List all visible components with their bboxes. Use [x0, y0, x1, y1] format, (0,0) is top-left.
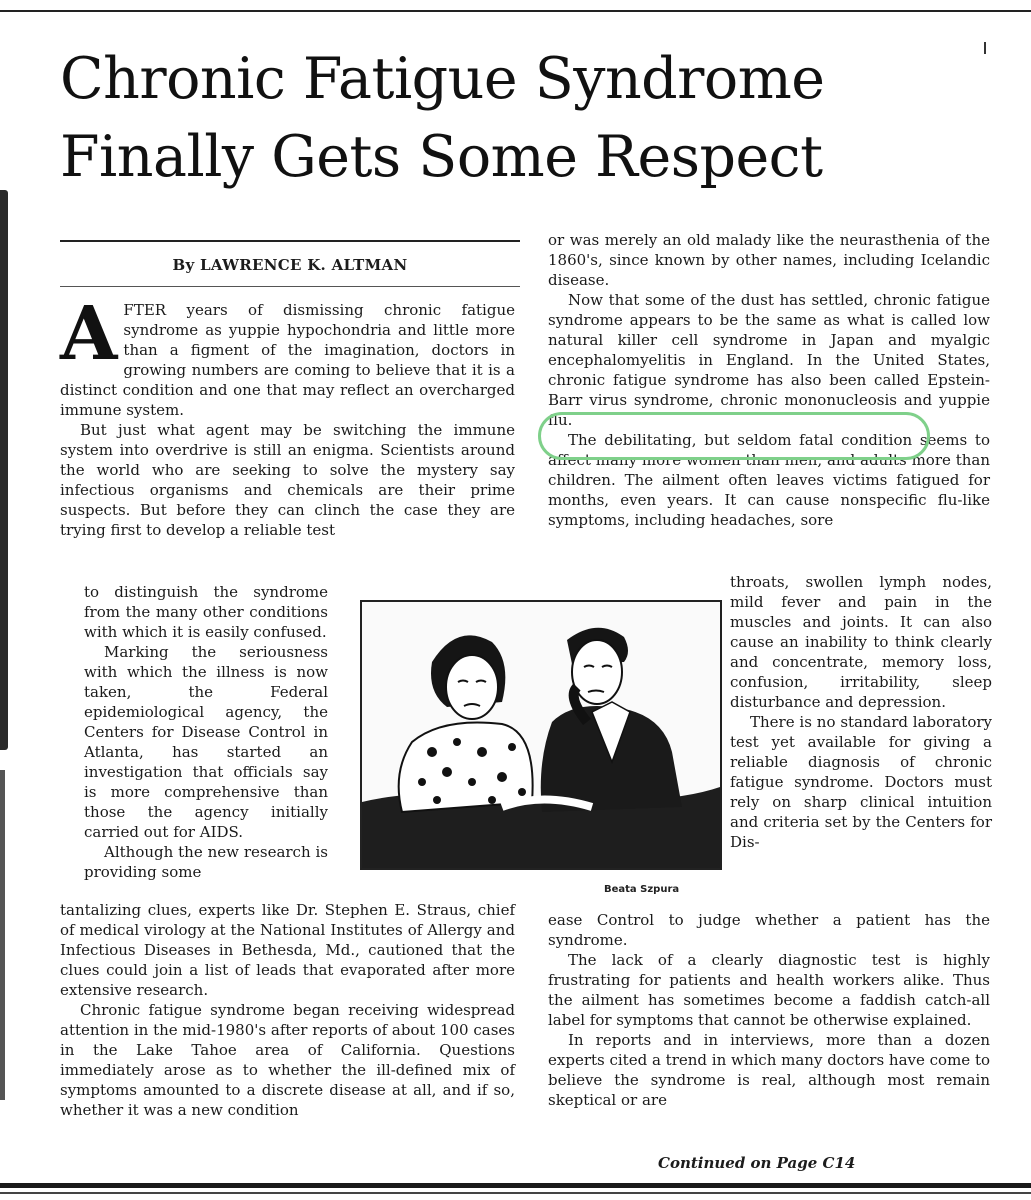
byline: By LAWRENCE K. ALTMAN	[172, 256, 408, 274]
paragraph: Chronic fatigue syndrome began receiving widespread attention in the mid-1980's after reports of about 100 cases in the Lake Tahoe area of California. Questions immediately arose as to whether the ill-defined mix of symptoms amounted to a discrete disease at all, and if so, whether it was a new condition	[60, 1001, 515, 1119]
headline-line-1: Chronic Fatigue Syndrome	[60, 46, 825, 112]
paragraph: But just what agent may be switching the immune system into overdrive is still an enigma. Scientists around the world who are seeking to solve the mystery say infectious organisms and chemicals are their prime suspects. But before they can clinch the case they are trying first to develop a reliable test	[60, 421, 515, 539]
column-1-bottom	[60, 900, 515, 1120]
woman-face	[446, 655, 498, 719]
column-1-wrap	[84, 582, 328, 882]
byline-rule	[60, 286, 520, 287]
illustration-credit: Beata Szpura	[604, 884, 680, 895]
woman-blouse	[399, 722, 533, 812]
column-1-top	[60, 291, 515, 540]
column-2-top	[548, 230, 990, 530]
bottom-rule	[0, 1183, 1031, 1188]
headline-rule	[60, 240, 520, 242]
paragraph	[60, 291, 515, 420]
man-face	[572, 640, 622, 704]
column-2-bottom	[548, 910, 990, 1110]
paragraph: ease Control to judge whether a patient has the syndrome.	[548, 911, 990, 949]
illustration	[360, 600, 722, 870]
paragraph-text: FTER years of dismissing chronic fatigue syndrome as yuppie hypochondria and little more than a figment of the imagination, doctors in growing numbers are coming to believe that it is a distinct condition and one that may reflect an overcharged immune system.	[60, 301, 515, 419]
paragraph: Now that some of the dust has settled, chronic fatigue syndrome appears to be the same as what is called low natural killer cell syndrome in Japan and myalgic encephalomyelitis in England. In the United States, chronic fatigue syndrome has also been called Epstein-Barr virus syndrome, chronic mononucleosis and yuppie flu.	[548, 291, 990, 429]
paragraph: or was merely an old malady like the neurasthenia of the 1860's, since known by other names, including Icelandic disease.	[548, 231, 990, 289]
page-edge-left-lower	[0, 770, 5, 1100]
paragraph: The lack of a clearly diagnostic test is highly frustrating for patients and health workers alike. Thus the ailment has sometimes become a faddish catch-all label for symptoms that cannot be otherwise explained.	[548, 951, 990, 1029]
column-2-wrap	[730, 572, 992, 852]
headline-line-2: Finally Gets Some Respect	[60, 124, 823, 190]
paragraph: to distinguish the syndrome from the many other conditions with which it is easily confused.	[84, 583, 328, 641]
paragraph: Marking the seriousness with which the illness is now taken, the Federal epidemiological agency, the Centers for Disease Control in Atlanta, has started an investigation that officials say is more comprehensive than those the agency initially carried out for AIDS.	[84, 643, 328, 841]
headline	[60, 40, 1020, 196]
paragraph: In reports and in interviews, more than a dozen experts cited a trend in which many doctors have come to believe the syndrome is real, although most remain skeptical or are	[548, 1031, 991, 1109]
paragraph: tantalizing clues, experts like Dr. Stephen E. Straus, chief of medical virology at the National Institutes of Allergy and Infectious Diseases in Bethesda, Md., cautioned that the clues could join a list of leads that evaporated after more extensive research.	[60, 901, 515, 999]
page-edge-left	[0, 190, 8, 750]
paragraph: Although the new research is providing some	[84, 843, 328, 881]
drop-cap: A	[60, 291, 118, 377]
paragraph: There is no standard laboratory test yet available for giving a reliable diagnosis of chronic fatigue syndrome. Doctors must rely on sharp clinical intuition and criteria set by the Centers for Dis-	[730, 713, 992, 851]
top-rule	[0, 10, 1031, 12]
continued-jump-line: Continued on Page C14	[658, 1154, 856, 1172]
paragraph: throats, swollen lymph nodes, mild fever and pain in the muscles and joints. It can also cause an inability to think clearly and concentrate, memory loss, confusion, irritability, sleep disturbance and depression.	[730, 573, 992, 711]
bottom-rule-thin	[0, 1192, 1031, 1194]
paragraph: The debilitating, but seldom fatal condition seems to affect many more women than men, and adults more than children. The ailment often leaves victims fatigued for months, even years. It can cause nonspecific flu-like symptoms, including headaches, sore	[548, 431, 990, 529]
illustration-drawing	[362, 602, 720, 868]
